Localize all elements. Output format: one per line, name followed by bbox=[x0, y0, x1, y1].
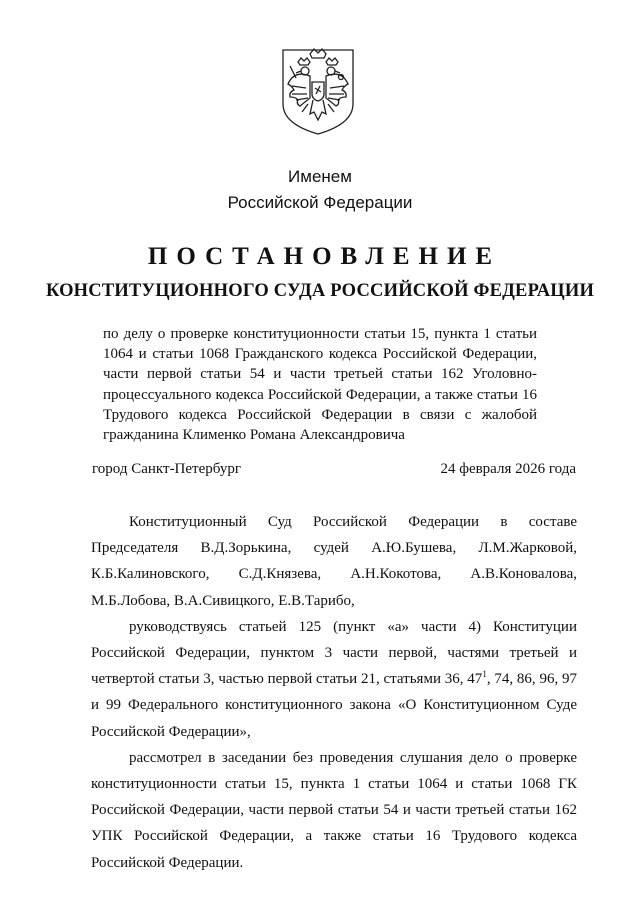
paragraph-composition: Конституционный Суд Российской Федерации в составе Председателя В.Д.Зорькина, судей А.Ю.Бушева, Л.М.Жарковой, К.Б.Калиновского, С.Д.Князева, А.Н.Кокотова, А.В.Коновалова, М.Б.Лобова, В.А.Сивицкого, Е.В.Тарибо, bbox=[91, 514, 577, 609]
coat-of-arms-emblem-icon bbox=[280, 42, 356, 136]
place-date-row bbox=[92, 461, 576, 478]
court-name-title: КОНСТИТУЦИОННОГО СУДА РОССИЙСКОЙ ФЕДЕРАЦИИ bbox=[45, 281, 595, 301]
header-line-in-the-name: Именем bbox=[288, 167, 352, 186]
legal-basis-text-start: руководствуясь статьей 125 (пункт «а» части 4) Конституции Российской Федерации, пунктом 3 части первой, частями третьей и четвертой статьи 3, частью первой статьи 21, статьями 36, 47 bbox=[91, 618, 577, 688]
paragraph-considered: рассмотрел в заседании без проведения слушания дело о проверке конституционности статьи 15, пункта 1 статьи 1064 и статьи 1068 ГК Российской Федерации, части первой статьи 54 и части третьей статьи 162 УПК Российской Федерации, а также статьи 16 Трудового кодекса Российской Федерации. bbox=[91, 749, 577, 871]
case-subject: по делу о проверке конституционности статьи 15, пункта 1 статьи 1064 и статьи 1068 Гражданского кодекса Российской Федерации, части первой статьи 54 и части третьей статьи 162 Уголовно-процессуального кодекса Российской Федерации, а также статьи 16 Трудового кодекса Российской Федерации в связи с жалобой гражданина Клименко Романа Александровича bbox=[103, 326, 537, 444]
paragraph-legal-basis bbox=[91, 614, 577, 745]
document-type-title: ПОСТАНОВЛЕНИЕ bbox=[147, 243, 502, 270]
place: город Санкт-Петербург bbox=[92, 461, 241, 477]
legal-basis-text-end: , 74, 86, 96, 97 и 99 Федерального конституционного закона «О Конституционном Суде Российской Федерации», bbox=[91, 671, 577, 740]
date: 24 февраля 2026 года bbox=[440, 461, 576, 477]
superscript-article-index: 1 bbox=[482, 669, 487, 680]
document-body bbox=[91, 509, 577, 876]
header-line-russian-federation: Российской Федерации bbox=[227, 193, 413, 212]
